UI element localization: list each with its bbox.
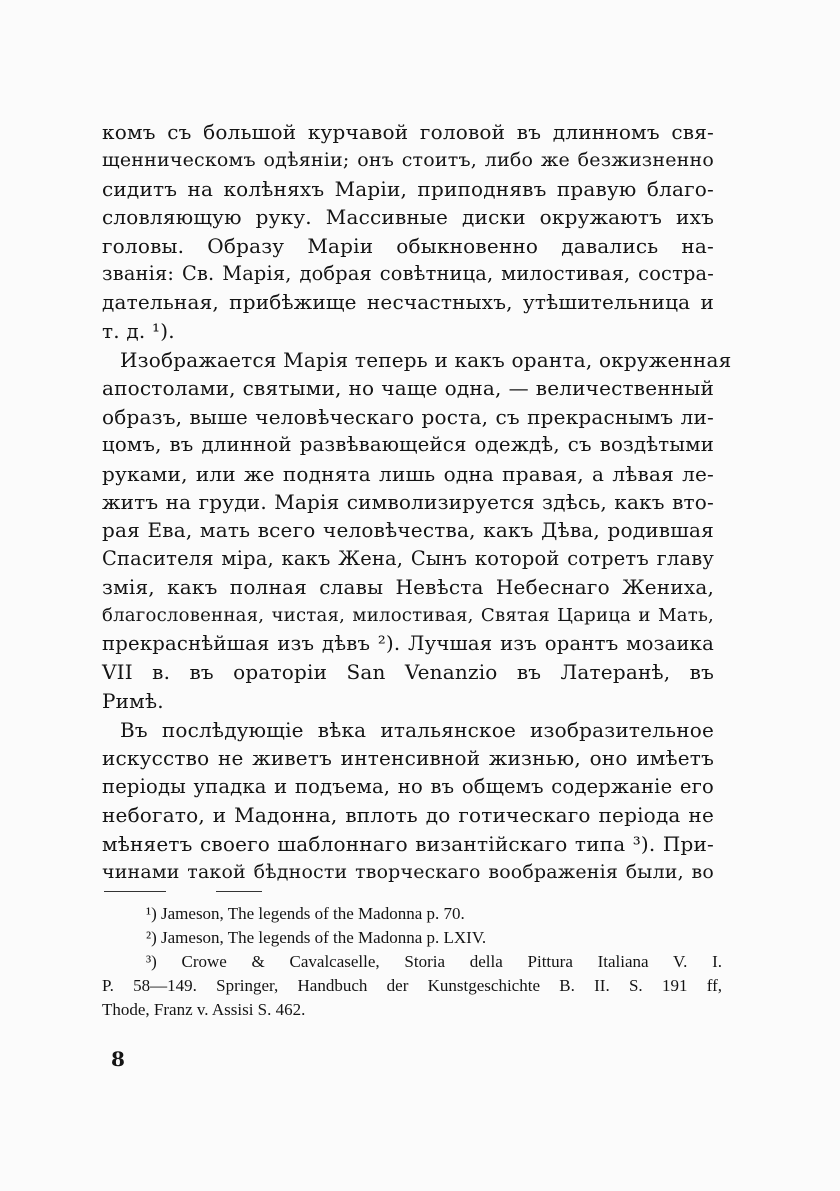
text-line: Римѣ. xyxy=(102,688,164,713)
text-line: прекраснѣйшая изъ дѣвъ ²). Лучшая изъ орантъ мозаика xyxy=(102,631,714,655)
text-line: образъ, выше человѣческаго роста, съ прекраснымъ ли- xyxy=(102,404,714,429)
text-line: дательная, прибѣжище несчастныхъ, утѣшительница и xyxy=(102,290,714,315)
paragraph-2 xyxy=(102,346,732,715)
text-line: благословенная, чистая, милостивая, Святая Царица и Мать, xyxy=(102,604,714,626)
text-line: руками, или же поднята лишь одна правая, а лѣвая ле- xyxy=(102,461,714,486)
footnote: ³) Crowe & Cavalcaselle, Storia della Pittura Italiana V. I. xyxy=(146,952,722,971)
text-line: комъ съ большой курчавой головой въ длинномъ свя- xyxy=(102,120,714,144)
text-line: искусство не живетъ интенсивной жизнью, оно имѣетъ xyxy=(102,746,714,771)
text-line: щенническомъ одѣяніи; онъ стоитъ, либо же безжизненно xyxy=(102,149,714,172)
footnotes xyxy=(102,902,722,1022)
text-line: т. д. ¹). xyxy=(102,318,175,343)
text-line: сидитъ на колѣняхъ Маріи, приподнявъ правую благо- xyxy=(102,176,714,201)
text-line: VII в. въ ораторіи San Venanzio въ Латеранѣ, въ xyxy=(102,660,714,685)
text-line: Спасителя міра, какъ Жена, Сынъ которой сотретъ главу xyxy=(102,546,714,570)
text-line: небогато, и Мадонна, вплоть до готическаго періода не xyxy=(102,803,714,828)
text-line: змія, какъ полная славы Невѣста Небеснаго Жениха, xyxy=(102,575,714,600)
footnote: ¹) Jameson, The legends of the Madonna p. 70. xyxy=(146,904,465,923)
footnote-separator xyxy=(216,891,262,892)
text-line: рая Ева, мать всего человѣчества, какъ Дѣва, родившая xyxy=(102,518,714,543)
text-line: Въ послѣдующіе вѣка итальянское изобразительное xyxy=(120,718,714,742)
footnote-separator xyxy=(104,891,166,892)
text-line: апостолами, святыми, но чаще одна, — величественный xyxy=(102,376,714,401)
text-line: періоды упадка и подъема, но въ общемъ содержаніе его xyxy=(102,774,714,798)
text-line: словляющую руку. Массивные диски окружаютъ ихъ xyxy=(102,205,714,230)
paragraph-1 xyxy=(102,118,714,345)
footnote-continuation: Thode, Franz v. Assisi S. 462. xyxy=(102,1000,306,1019)
text-line: званія: Св. Марія, добрая совѣтница, милостивая, сострa- xyxy=(102,261,714,285)
page-number: 8 xyxy=(111,1047,125,1071)
text-line: чинами такой бѣдности творческаго воображенія были, во xyxy=(102,860,714,883)
footnote: ²) Jameson, The legends of the Madonna p. LXIV. xyxy=(146,928,487,947)
paragraph-3 xyxy=(102,716,714,886)
footnote-continuation: P. 58—149. Springer, Handbuch der Kunstgeschichte B. II. S. 191 ff, xyxy=(102,976,722,995)
text-line: Изображается Марія теперь и какъ оранта, окруженная xyxy=(120,348,732,372)
text-line: головы. Образу Маріи обыкновенно давались на- xyxy=(102,233,714,258)
text-line: мѣняетъ своего шаблоннаго византійскаго типа ³). При- xyxy=(102,831,714,856)
text-line: цомъ, въ длинной развѣвающейся одеждѣ, съ воздѣтыми xyxy=(102,433,714,457)
text-line: житъ на груди. Марія символизируется здѣсь, какъ вто- xyxy=(102,489,714,514)
